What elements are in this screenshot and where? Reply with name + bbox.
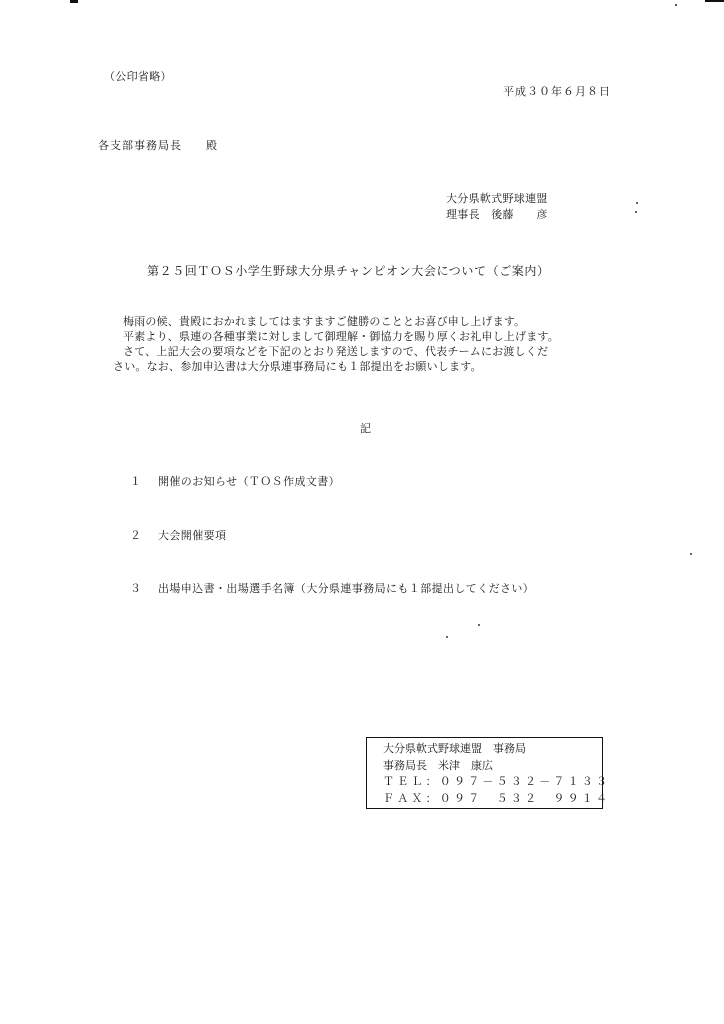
document-date: 平成３０年６月８日 xyxy=(503,85,611,98)
scan-edge-mark xyxy=(705,0,724,2)
scan-edge-mark xyxy=(70,0,78,3)
contact-person: 事務局長 米津 康広 xyxy=(383,758,493,772)
ki-heading: 記 xyxy=(360,422,371,435)
item-number: １ xyxy=(130,475,142,488)
scan-speck xyxy=(636,202,638,204)
body-line: さい。なお、参加申込書は大分県連事務局にも１部提出をお願いします。 xyxy=(113,360,482,373)
contact-info-box xyxy=(366,737,611,809)
body-line: 梅雨の候、貴殿におかれましてはますますご健勝のこととお喜び申し上げます。 xyxy=(123,315,526,328)
contact-organization: 大分県軟式野球連盟 事務局 xyxy=(383,742,526,755)
contact-fax: ＦＡＸ：０９７ ５３２ ９９１４ xyxy=(383,791,611,805)
enclosure-item-2 xyxy=(130,527,226,543)
scan-speck xyxy=(478,624,480,626)
enclosure-item-1 xyxy=(130,473,340,489)
body-line: 平素より、県連の各種事業に対しまして御理解・御協力を賜り厚くお礼申し上げます。 xyxy=(123,330,559,343)
item-text: 出場申込書・出場選手名簿（大分県連事務局にも１部提出してください） xyxy=(158,582,535,595)
seal-omitted-note: （公印省略） xyxy=(104,70,172,83)
document-subject: 第２５回ＴＯＳ小学生野球大分県チャンピオン大会について（ご案内） xyxy=(147,264,550,278)
recipient-line: 各支部事務局長 殿 xyxy=(98,139,218,152)
scan-speck xyxy=(446,636,448,638)
body-paragraph xyxy=(113,314,623,374)
body-line: さて、上記大会の要項などを下記のとおり発送しますので、代表チームにお渡しくだ xyxy=(123,345,549,358)
sender-organization: 大分県軟式野球連盟 xyxy=(446,192,548,205)
item-number: ２ xyxy=(130,529,142,542)
contact-tel: ＴＥＬ：０９７－５３２－７１３３ xyxy=(383,775,611,788)
scan-speck xyxy=(675,4,677,6)
item-text: 大会開催要項 xyxy=(158,529,227,542)
item-text: 開催のお知らせ（ＴＯＳ作成文書） xyxy=(158,475,341,488)
enclosure-item-3 xyxy=(130,580,534,596)
item-number: ３ xyxy=(130,582,142,595)
scan-speck xyxy=(690,553,692,555)
scan-speck xyxy=(635,211,637,213)
sender-title-name: 理事長 後藤 彦 xyxy=(446,208,548,221)
